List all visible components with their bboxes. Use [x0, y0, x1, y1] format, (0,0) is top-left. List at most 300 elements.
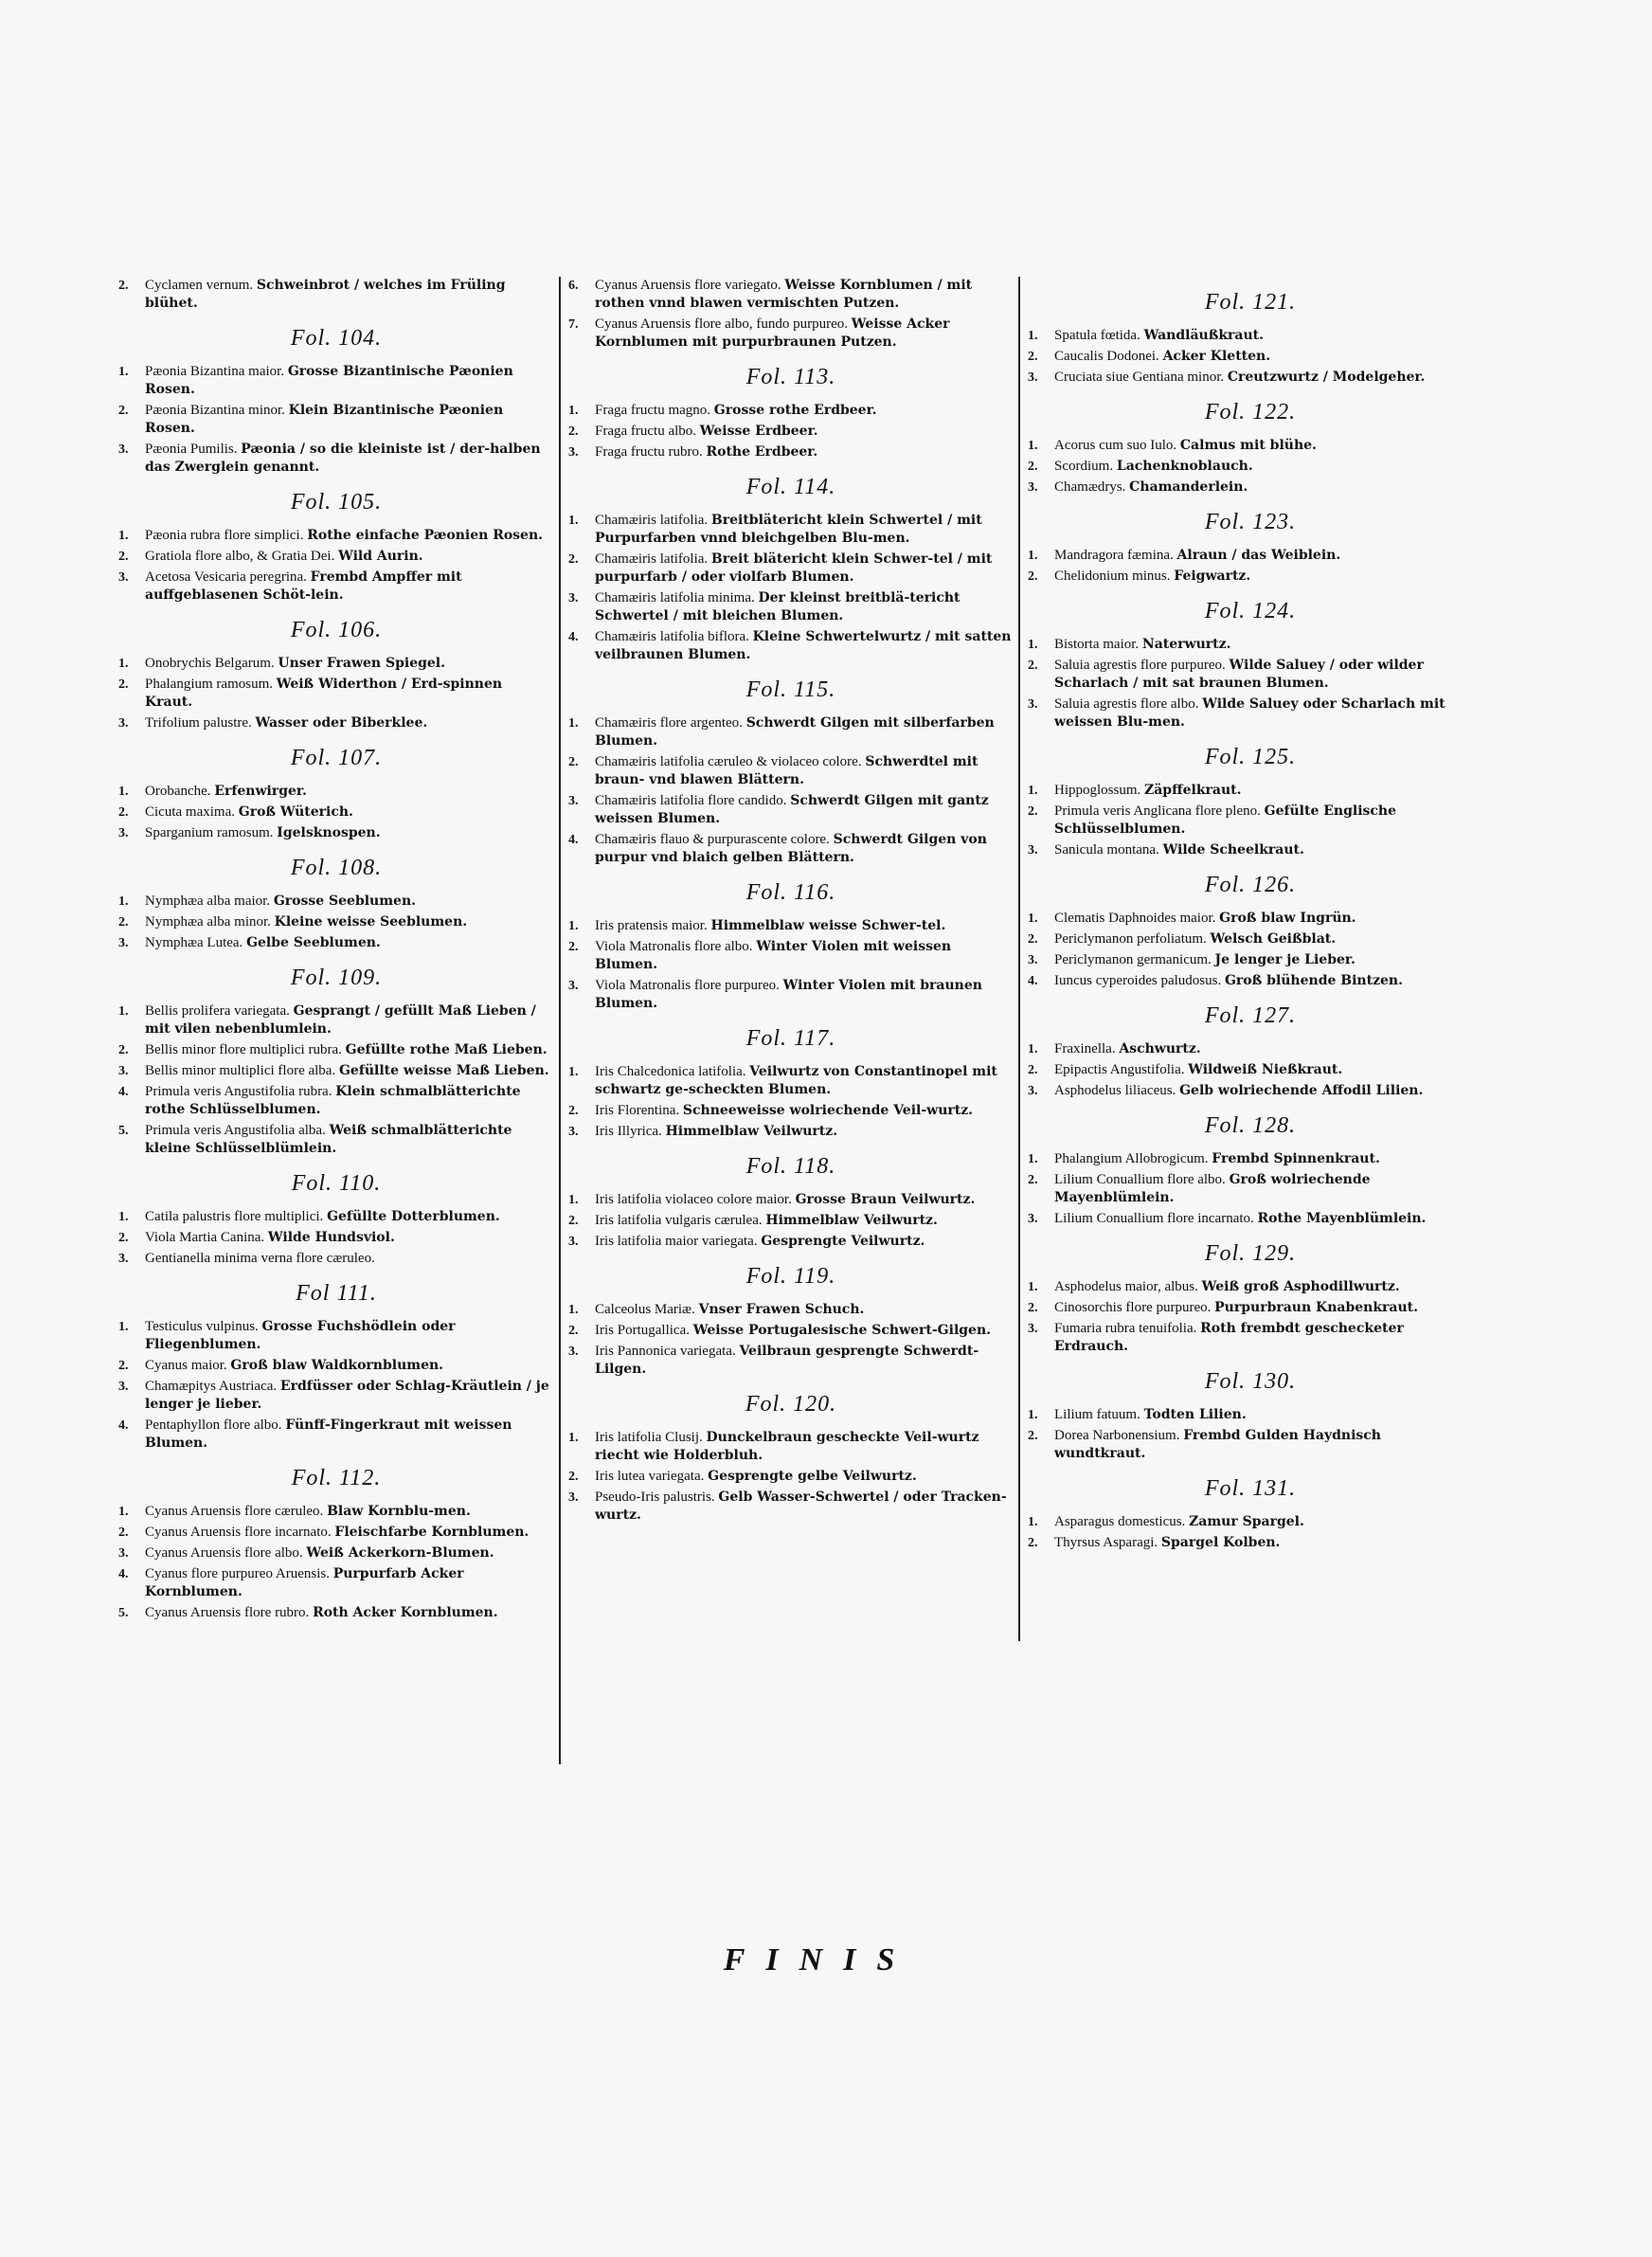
latin-name: Cyanus flore purpureo Aruensis. — [145, 1566, 330, 1581]
plant-entry — [1028, 1061, 1473, 1079]
german-name: Grosse Braun Veilwurtz. — [795, 1192, 976, 1207]
german-name: Gesprangt / gefüllt Maß Lieben / mit vilen nebenblumlein. — [145, 1003, 536, 1037]
entry-text — [145, 783, 554, 801]
folio-section — [118, 856, 554, 952]
german-name: Wilde Scheelkraut. — [1162, 842, 1304, 858]
entry-number: 1. — [118, 1210, 129, 1224]
latin-name: Periclymanon germanicum. — [1054, 952, 1212, 967]
latin-name: Asparagus domesticus. — [1054, 1514, 1186, 1529]
entry-text — [595, 1063, 1014, 1099]
plant-entry — [568, 938, 1014, 974]
folio-heading: Fol. 131. — [1204, 1476, 1297, 1501]
entry-number: 1. — [1028, 329, 1038, 343]
plant-entry — [118, 1208, 554, 1226]
german-name: Breitblätericht klein Schwertel / mit Purpurfarben vnnd bleichgelben Blu-men. — [595, 513, 982, 546]
latin-name: Nymphæa alba maior. — [145, 894, 271, 909]
folio-heading: Fol. 107. — [290, 746, 383, 770]
german-name: Himmelblaw Veilwurtz. — [765, 1213, 938, 1228]
latin-name: Cyanus Aruensis flore incarnato. — [145, 1525, 332, 1540]
folio-section — [568, 1392, 1014, 1525]
german-name: Schwerdt Gilgen mit gantz weissen Blumen. — [595, 793, 989, 826]
entry-number: 3. — [118, 442, 129, 457]
folio-section — [568, 277, 1014, 352]
entry-text — [145, 913, 554, 931]
plant-entry — [1028, 458, 1473, 476]
column-right — [1028, 277, 1473, 1555]
entry-number: 1. — [118, 657, 129, 671]
german-name: Zamur Spargel. — [1189, 1514, 1304, 1529]
entry-number: 1. — [1028, 1042, 1038, 1056]
plant-entry — [568, 1123, 1014, 1141]
folio-section — [568, 677, 1014, 867]
german-name: Schwerdtel mit braun- vnd blawen Blättern. — [595, 754, 979, 787]
german-name: Lachenknoblauch. — [1116, 459, 1253, 474]
entry-number: 2. — [118, 1043, 129, 1057]
entry-number: 1. — [118, 894, 129, 909]
latin-name: Iris Portugallica. — [595, 1323, 690, 1338]
plant-entry — [118, 824, 554, 842]
folio-heading: Fol 111. — [296, 1281, 377, 1306]
plant-entry — [118, 1062, 554, 1080]
column-divider — [559, 277, 561, 1764]
plant-entry — [118, 1002, 554, 1038]
entry-number: 3. — [568, 979, 579, 993]
german-name: Grosse rothe Erdbeer. — [713, 403, 877, 418]
latin-name: Pseudo-Iris palustris. — [595, 1490, 715, 1505]
entry-number: 2. — [568, 1104, 579, 1118]
german-name: Rothe Mayenblümlein. — [1257, 1211, 1427, 1226]
latin-name: Onobrychis Belgarum. — [145, 656, 275, 671]
entry-text — [1054, 782, 1473, 800]
latin-name: Chamæiris latifolia. — [595, 513, 709, 528]
plant-entry — [118, 1318, 554, 1354]
plant-entry — [1028, 1171, 1473, 1207]
latin-name: Iris Florentina. — [595, 1103, 680, 1118]
plant-entry — [1028, 803, 1473, 839]
plant-entry — [118, 441, 554, 477]
entry-number: 1. — [1028, 549, 1038, 563]
entry-text — [595, 423, 1014, 441]
german-name: Kleine weisse Seeblumen. — [274, 914, 468, 930]
latin-name: Gentianella minima verna flore cæruleo. — [145, 1251, 375, 1266]
folio-section — [1028, 400, 1473, 497]
entry-text — [595, 1322, 1014, 1340]
plant-entry — [1028, 1534, 1473, 1552]
latin-name: Pæonia Bizantina minor. — [145, 403, 285, 418]
folio-heading: Fol. 128. — [1204, 1113, 1297, 1138]
folio-heading: Fol. 121. — [1204, 290, 1297, 315]
plant-entry — [568, 1102, 1014, 1120]
folio-heading: Fol. 109. — [290, 966, 383, 990]
entry-text — [1054, 930, 1473, 948]
latin-name: Cyanus Aruensis flore albo. — [145, 1545, 303, 1561]
entry-number: 1. — [1028, 1408, 1038, 1422]
entry-number: 2. — [118, 805, 129, 820]
entry-number: 2. — [118, 1526, 129, 1540]
folio-heading: Fol. 122. — [1204, 400, 1297, 424]
latin-name: Testiculus vulpinus. — [145, 1319, 259, 1334]
german-name: Erfenwirger. — [214, 784, 307, 799]
entry-text — [1054, 636, 1473, 654]
entry-text — [1054, 1171, 1473, 1207]
latin-name: Primula veris Angustifolia alba. — [145, 1123, 326, 1138]
entry-text — [145, 1318, 554, 1354]
entry-text — [1054, 547, 1473, 565]
entry-text — [145, 824, 554, 842]
latin-name: Cinosorchis flore purpureo. — [1054, 1300, 1212, 1315]
entry-text — [595, 792, 1014, 828]
latin-name: Chamæiris latifolia. — [595, 551, 709, 567]
entry-text — [145, 1083, 554, 1119]
plant-entry — [118, 1544, 554, 1562]
entry-text — [145, 676, 554, 712]
latin-name: Nymphæa Lutea. — [145, 935, 243, 950]
entry-text — [1054, 972, 1473, 990]
entry-text — [145, 1250, 554, 1268]
plant-entry — [118, 527, 554, 545]
folio-heading: Fol. 108. — [290, 856, 383, 880]
folio-heading: Fol. 114. — [745, 475, 836, 499]
latin-name: Spatula fœtida. — [1054, 328, 1140, 343]
entry-number: 1. — [568, 919, 579, 933]
plant-entry — [568, 1212, 1014, 1230]
latin-name: Fraxinella. — [1054, 1041, 1116, 1056]
plant-entry — [568, 1343, 1014, 1379]
folio-heading: Fol. 117. — [745, 1026, 836, 1051]
entry-text — [595, 1343, 1014, 1379]
entry-number: 1. — [568, 1065, 579, 1079]
entry-text — [145, 1544, 554, 1562]
latin-name: Cyanus maior. — [145, 1358, 227, 1373]
german-name: Gesprengte gelbe Veilwurtz. — [708, 1469, 917, 1484]
entry-text — [595, 551, 1014, 587]
plant-entry — [118, 402, 554, 438]
entry-number: 3. — [1028, 370, 1038, 385]
latin-name: Chamæiris flauo & purpurascente colore. — [595, 832, 830, 847]
german-name: Weiß schmalblätterichte kleine Schlüsselblümlein. — [145, 1123, 512, 1156]
plant-entry — [1028, 1082, 1473, 1100]
german-name: Chamanderlein. — [1129, 479, 1248, 495]
german-name: Weiß Widerthon / Erd-spinnen Kraut. — [145, 677, 503, 710]
latin-name: Chamæiris latifolia minima. — [595, 590, 755, 605]
entry-text — [595, 1191, 1014, 1209]
plant-entry — [568, 917, 1014, 935]
entry-number: 2. — [568, 1324, 579, 1338]
entry-number: 2. — [568, 1214, 579, 1228]
plant-entry — [1028, 1210, 1473, 1228]
plant-entry — [1028, 1150, 1473, 1168]
folio-section — [118, 966, 554, 1158]
entry-number: 2. — [118, 404, 129, 418]
entry-number: 1. — [568, 1431, 579, 1445]
entry-text — [145, 1524, 554, 1542]
german-name: Wildweiß Nießkraut. — [1188, 1062, 1343, 1077]
folio-section — [568, 880, 1014, 1013]
latin-name: Pæonia rubra flore simplici. — [145, 528, 304, 543]
folio-heading: Fol. 129. — [1204, 1241, 1297, 1266]
entry-text — [145, 1503, 554, 1521]
latin-name: Pæonia Bizantina maior. — [145, 364, 285, 379]
latin-name: Bellis minor flore multiplici rubra. — [145, 1042, 342, 1057]
german-name: Gelbe Seeblumen. — [246, 935, 381, 950]
plant-entry — [568, 714, 1014, 750]
latin-name: Dorea Narbonensium. — [1054, 1428, 1180, 1443]
plant-entry — [568, 1429, 1014, 1465]
entry-number: 1. — [568, 514, 579, 528]
german-name: Roth frembdt geschecketer Erdrauch. — [1054, 1321, 1404, 1354]
folio-section — [118, 490, 554, 605]
plant-entry — [568, 1468, 1014, 1486]
latin-name: Calceolus Mariæ. — [595, 1302, 695, 1317]
entry-number: 3. — [568, 1345, 579, 1359]
plant-entry — [568, 1063, 1014, 1099]
german-name: Wilde Saluey oder Scharlach mit weissen Blu-men. — [1054, 696, 1446, 730]
entry-number: 4. — [568, 833, 579, 847]
german-name: Rothe einfache Pæonien Rosen. — [307, 528, 544, 543]
german-name: Alraun / das Weiblein. — [1176, 548, 1341, 563]
plant-entry — [118, 1565, 554, 1601]
entry-text — [145, 934, 554, 952]
plant-entry — [118, 363, 554, 399]
german-name: Welsch Geißblat. — [1210, 931, 1337, 947]
plant-entry — [568, 1301, 1014, 1319]
entry-text — [145, 402, 554, 438]
entry-number: 7. — [568, 317, 579, 332]
german-name: Roth Acker Kornblumen. — [313, 1605, 498, 1620]
plant-entry — [1028, 695, 1473, 731]
german-name: Aschwurtz. — [1119, 1041, 1201, 1056]
entry-text — [595, 938, 1014, 974]
plant-entry — [1028, 1513, 1473, 1531]
german-name: Pæonia / so die kleiniste ist / der-halben das Zwerglein genannt. — [145, 442, 541, 475]
latin-name: Iris latifolia maior variegata. — [595, 1234, 758, 1249]
german-name: Der kleinst breitblä-tericht Schwertel / mit bleichen Blumen. — [595, 590, 961, 623]
latin-name: Cyclamen vernum. — [145, 278, 254, 293]
plant-entry — [1028, 1406, 1473, 1424]
entry-number: 2. — [118, 915, 129, 930]
folio-section — [118, 746, 554, 842]
german-name: Purpurbraun Knabenkraut. — [1214, 1300, 1418, 1315]
entry-text — [1054, 1040, 1473, 1058]
folio-heading: Fol. 130. — [1204, 1369, 1297, 1394]
german-name: Weisse Erdbeer. — [699, 424, 818, 439]
latin-name: Sanicula montana. — [1054, 842, 1159, 858]
plant-entry — [1028, 951, 1473, 969]
german-name: Winter Violen mit weissen Blumen. — [595, 939, 952, 972]
german-name: Grosse Fuchshödlein oder Fliegenblumen. — [145, 1319, 456, 1352]
entry-text — [145, 277, 554, 313]
plant-entry — [1028, 348, 1473, 366]
german-name: Schneeweisse wolriechende Veil-wurtz. — [682, 1103, 974, 1118]
entry-text — [145, 714, 554, 732]
plant-entry — [118, 1503, 554, 1521]
german-name: Breit blätericht klein Schwer-tel / mit purpurfarb / oder violfarb Blumen. — [595, 551, 993, 585]
entry-text — [145, 441, 554, 477]
folio-section — [118, 1171, 554, 1268]
entry-number: 1. — [118, 1004, 129, 1019]
plant-entry — [118, 934, 554, 952]
german-name: Kleine Schwertelwurtz / mit satten veilbraunen Blumen. — [595, 629, 1012, 662]
german-name: Himmelblaw Veilwurtz. — [665, 1124, 838, 1139]
entry-text — [595, 589, 1014, 625]
plant-entry — [1028, 327, 1473, 345]
german-name: Klein schmalblätterichte rothe Schlüsselblumen. — [145, 1084, 521, 1117]
folio-heading: Fol. 120. — [745, 1392, 837, 1417]
german-name: Schwerdt Gilgen mit silberfarben Blumen. — [595, 715, 995, 749]
latin-name: Chelidonium minus. — [1054, 569, 1171, 584]
entry-number: 4. — [118, 1085, 129, 1099]
plant-entry — [568, 443, 1014, 461]
plant-entry — [118, 569, 554, 605]
entry-text — [595, 1301, 1014, 1319]
plant-entry — [568, 831, 1014, 867]
entry-number: 1. — [1028, 638, 1038, 652]
entry-text — [1054, 1427, 1473, 1463]
entry-number: 3. — [118, 716, 129, 731]
folio-section — [568, 475, 1014, 664]
latin-name: Cyanus Aruensis flore albo, fundo purpureo. — [595, 316, 849, 332]
entry-number: 3. — [1028, 1212, 1038, 1226]
german-name: Schwerdt Gilgen von purpur vnd blaich gelben Blättern. — [595, 832, 987, 865]
entry-text — [595, 1233, 1014, 1251]
entry-number: 5. — [118, 1124, 129, 1138]
latin-name: Saluia agrestis flore albo. — [1054, 696, 1199, 712]
german-name: Frembd Spinnenkraut. — [1212, 1151, 1380, 1166]
entry-number: 2. — [568, 940, 579, 954]
german-name: Spargel Kolben. — [1160, 1535, 1281, 1550]
finis-label: FINIS — [723, 1942, 916, 1977]
entry-number: 2. — [1028, 569, 1038, 584]
entry-text — [145, 655, 554, 673]
plant-entry — [568, 753, 1014, 789]
plant-entry — [568, 589, 1014, 625]
latin-name: Chamæiris latifolia cæruleo & violaceo colore. — [595, 754, 862, 769]
plant-entry — [1028, 782, 1473, 800]
latin-name: Scordium. — [1054, 459, 1114, 474]
entry-text — [145, 1041, 554, 1059]
column-left — [118, 277, 554, 1625]
german-name: Fünff-Fingerkraut mit weissen Blumen. — [145, 1417, 512, 1451]
latin-name: Orobanche. — [145, 784, 211, 799]
latin-name: Cruciata siue Gentiana minor. — [1054, 370, 1225, 385]
german-name: Gelb wolriechende Affodil Lilien. — [1179, 1083, 1424, 1098]
plant-entry — [568, 1489, 1014, 1525]
german-name: Grosse Seeblumen. — [273, 894, 417, 909]
folio-section — [1028, 290, 1473, 387]
german-name: Gesprengte Veilwurtz. — [761, 1234, 925, 1249]
latin-name: Fraga fructu albo. — [595, 424, 697, 439]
german-name: Calmus mit blühe. — [1179, 438, 1317, 453]
german-name: Schweinbrot / welches im Früling blühet. — [145, 278, 506, 311]
entry-text — [1054, 1210, 1473, 1228]
latin-name: Cicuta maxima. — [145, 804, 235, 820]
folio-heading: Fol. 104. — [290, 326, 383, 351]
entry-number: 1. — [118, 1505, 129, 1519]
latin-name: Acorus cum suo Iulo. — [1054, 438, 1177, 453]
plant-entry — [118, 1229, 554, 1247]
entry-number: 5. — [118, 1606, 129, 1620]
entry-number: 2. — [1028, 1063, 1038, 1077]
entry-text — [1054, 1406, 1473, 1424]
folio-section — [1028, 873, 1473, 990]
plant-entry — [118, 655, 554, 673]
entry-number: 3. — [568, 1490, 579, 1505]
entry-text — [145, 1357, 554, 1375]
latin-name: Iris Illyrica. — [595, 1124, 662, 1139]
folio-section — [1028, 599, 1473, 731]
entry-text — [595, 753, 1014, 789]
entry-text — [595, 1123, 1014, 1141]
entry-number: 2. — [118, 1231, 129, 1245]
entry-number: 2. — [568, 1470, 579, 1484]
entry-text — [145, 548, 554, 566]
entry-text — [1054, 841, 1473, 859]
german-name: Wild Aurin. — [338, 549, 423, 564]
entry-number: 4. — [118, 1567, 129, 1581]
plant-entry — [568, 792, 1014, 828]
plant-entry — [1028, 910, 1473, 928]
latin-name: Bistorta maior. — [1054, 637, 1140, 652]
folio-section — [118, 1466, 554, 1622]
german-name: Groß blaw Ingrün. — [1219, 911, 1356, 926]
plant-entry — [568, 1233, 1014, 1251]
folio-heading: Fol. 123. — [1204, 510, 1297, 534]
entry-text — [1054, 1278, 1473, 1296]
german-name: Fleischfarbe Kornblumen. — [334, 1525, 530, 1540]
entry-number: 1. — [568, 404, 579, 418]
entry-number: 3. — [568, 445, 579, 460]
latin-name: Iris latifolia violaceo colore maior. — [595, 1192, 792, 1207]
latin-name: Chamæiris latifolia biflora. — [595, 629, 749, 644]
entry-number: 2. — [1028, 1301, 1038, 1315]
entry-text — [145, 569, 554, 605]
latin-name: Pæonia Pumilis. — [145, 442, 238, 457]
german-name: Klein Bizantinische Pæonien Rosen. — [145, 403, 504, 436]
entry-number: 3. — [118, 1546, 129, 1561]
entry-number: 4. — [118, 1418, 129, 1433]
plant-entry — [1028, 972, 1473, 990]
folio-section — [568, 1154, 1014, 1251]
entry-text — [145, 1208, 554, 1226]
latin-name: Viola Matronalis flore purpureo. — [595, 978, 780, 993]
plant-entry — [1028, 437, 1473, 455]
entry-number: 3. — [1028, 1084, 1038, 1098]
entry-text — [1054, 1082, 1473, 1100]
entry-text — [595, 1102, 1014, 1120]
plant-entry — [568, 402, 1014, 420]
german-name: Groß blaw Waldkornblumen. — [230, 1358, 444, 1373]
folio-section — [568, 1264, 1014, 1379]
folio-section — [118, 1281, 554, 1453]
plant-entry — [568, 551, 1014, 587]
german-name: Feigwartz. — [1174, 569, 1251, 584]
entry-text — [595, 1468, 1014, 1486]
entry-number: 3. — [568, 1125, 579, 1139]
latin-name: Viola Martia Canina. — [145, 1230, 265, 1245]
german-name: Zäpffelkraut. — [1144, 783, 1242, 798]
column-divider — [1018, 277, 1020, 1641]
latin-name: Viola Matronalis flore albo. — [595, 939, 753, 954]
latin-name: Phalangium Allobrogicum. — [1054, 1151, 1209, 1166]
plant-entry — [568, 316, 1014, 352]
entry-number: 2. — [1028, 659, 1038, 673]
german-name: Veilwurtz von Constantinopel mit schwartz ge-scheckten Blumen. — [595, 1064, 997, 1097]
latin-name: Saluia agrestis flore purpureo. — [1054, 658, 1226, 673]
plant-entry — [1028, 930, 1473, 948]
german-name: Je lenger je Lieber. — [1214, 952, 1356, 967]
german-name: Creutzwurtz / Modelgeher. — [1227, 370, 1426, 385]
german-name: Acker Kletten. — [1162, 349, 1271, 364]
